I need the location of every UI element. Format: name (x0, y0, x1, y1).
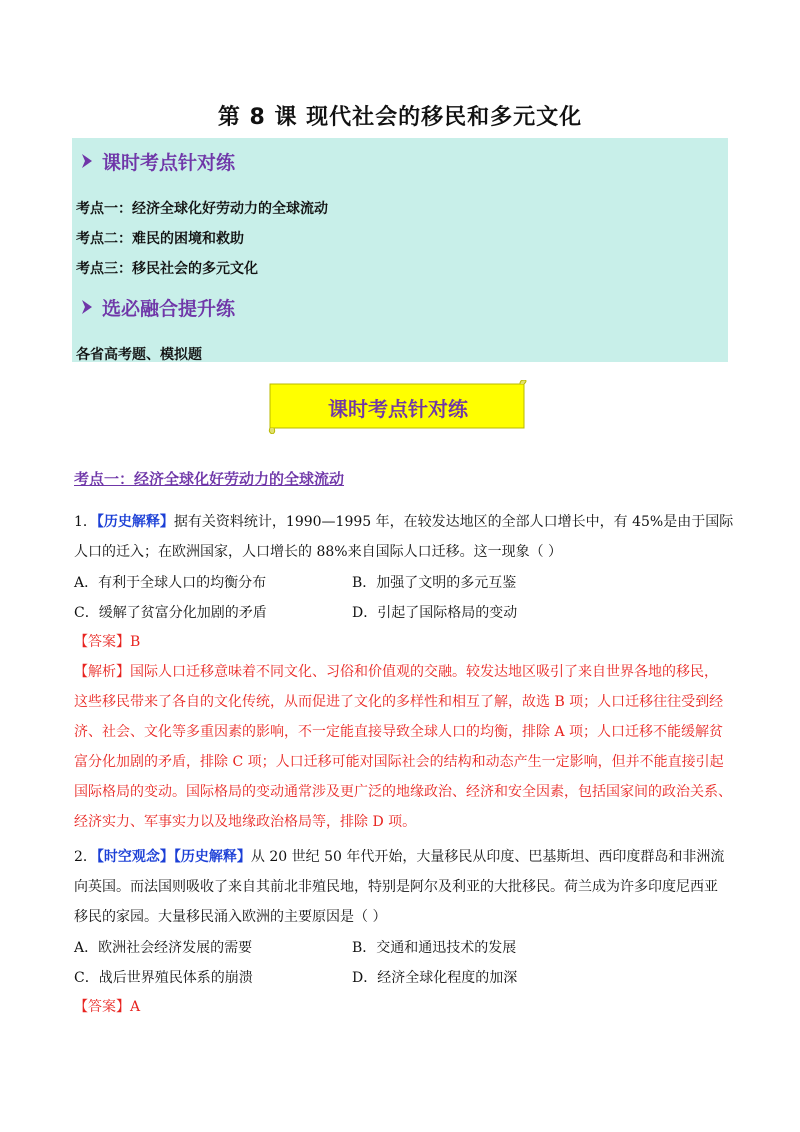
q1-analysis-line-5: 国际格局的变动。国际格局的变动通常涉及更广泛的地缘政治、经济和安全因素，包括国家间的政治关系、 (74, 784, 732, 800)
q2-option-c: C．战后世界殖民体系的崩溃 (74, 970, 253, 986)
toc-item-3: 考点三：移民社会的多元文化 (76, 261, 258, 277)
q1-number: 1． (74, 514, 97, 530)
q2-stem-line-2: 向英国。而法国则吸收了来自其前北非殖民地，特别是阿尔及利亚的大批移民。荷兰成为许多印度尼西亚 (74, 879, 718, 895)
q1-analysis-line-2: 这些移民带来了各自的文化传统，从而促进了文化的多样性和相互了解，故选 B 项；人口迁移往往受到经 (74, 694, 724, 710)
q1-analysis-line-3: 济、社会、文化等多重因素的影响，不一定能直接导致全球人口的均衡，排除 A 项；人口迁移不能缓解贫 (74, 724, 724, 740)
toc-item-1: 考点一：经济全球化好劳动力的全球流动 (76, 201, 328, 217)
q1-option-b: B．加强了文明的多元互鉴 (352, 575, 517, 591)
q2-answer (74, 997, 140, 1017)
q2-number: 2． (74, 849, 97, 865)
section-banner (268, 380, 528, 434)
q1-tag: 【历史解释】 (96, 514, 174, 530)
q1-analysis-line-1: 【解析】国际人口迁移意味着不同文化、习俗和价值观的交融。较发达地区吸引了来自世界各地的移民， (74, 664, 718, 680)
q1-analysis-line-4: 富分化加剧的矛盾，排除 C 项；人口迁移可能对国际社会的结构和动态产生一定影响，但并不能直接引起 (74, 754, 724, 770)
q1-stem-line-2: 人口的迁入；在欧洲国家，人口增长的 88%来自国际人口迁移。这一现象（ ） (74, 544, 563, 560)
q1-answer (74, 632, 140, 652)
q1-answer-value: B (130, 634, 141, 650)
toc-item-2: 考点二：难民的困境和救助 (76, 231, 244, 247)
q1-stem-line-1 (74, 512, 733, 532)
section-heading: 考点一：经济全球化好劳动力的全球流动 (74, 470, 345, 488)
q2-stem-text-1: 从 20 世纪 50 年代开始，大量移民从印度、巴基斯坦、西印度群岛和非洲流 (250, 849, 725, 865)
chevron-right-icon (80, 298, 102, 320)
q1-option-a: A．有利于全球人口的均衡分布 (74, 575, 267, 591)
q2-stem-line-3: 移民的家园。大量移民涌入欧洲的主要原因是（ ） (74, 909, 387, 925)
q2-answer-value: A (130, 999, 141, 1015)
q2-option-b: B．交通和通迅技术的发展 (352, 940, 517, 956)
page-title: 第 8 课 现代社会的移民和多元文化 (217, 105, 583, 130)
q1-stem-text-1: 据有关资料统计，1990—1995 年，在较发达地区的全部人口增长中，有 45%是由于国际 (173, 514, 734, 530)
q2-stem-line-1 (74, 847, 724, 867)
toc-note: 各省高考题、模拟题 (76, 347, 202, 363)
banner-text: 课时考点针对练 (328, 396, 468, 421)
q1-answer-label: 【答案】 (74, 634, 130, 650)
q2-tag-2: 【历史解释】 (173, 849, 251, 865)
q2-option-d: D．经济全球化程度的加深 (352, 970, 518, 986)
toc-heading-2 (80, 294, 235, 321)
toc-heading-1 (80, 148, 235, 175)
toc-box (72, 138, 728, 362)
q1-analysis-line-6: 经济实力、军事实力以及地缘政治格局等，排除 D 项。 (74, 814, 417, 830)
chevron-right-icon (80, 152, 102, 174)
q2-answer-label: 【答案】 (74, 999, 130, 1015)
q2-option-a: A．欧洲社会经济发展的需要 (74, 940, 253, 956)
toc-heading-2-text: 选必融合提升练 (102, 298, 236, 320)
q2-tag-1: 【时空观念】 (96, 849, 174, 865)
q1-option-d: D．引起了国际格局的变动 (352, 605, 518, 621)
q1-option-c: C．缓解了贫富分化加剧的矛盾 (74, 605, 267, 621)
toc-heading-1-text: 课时考点针对练 (102, 152, 236, 174)
